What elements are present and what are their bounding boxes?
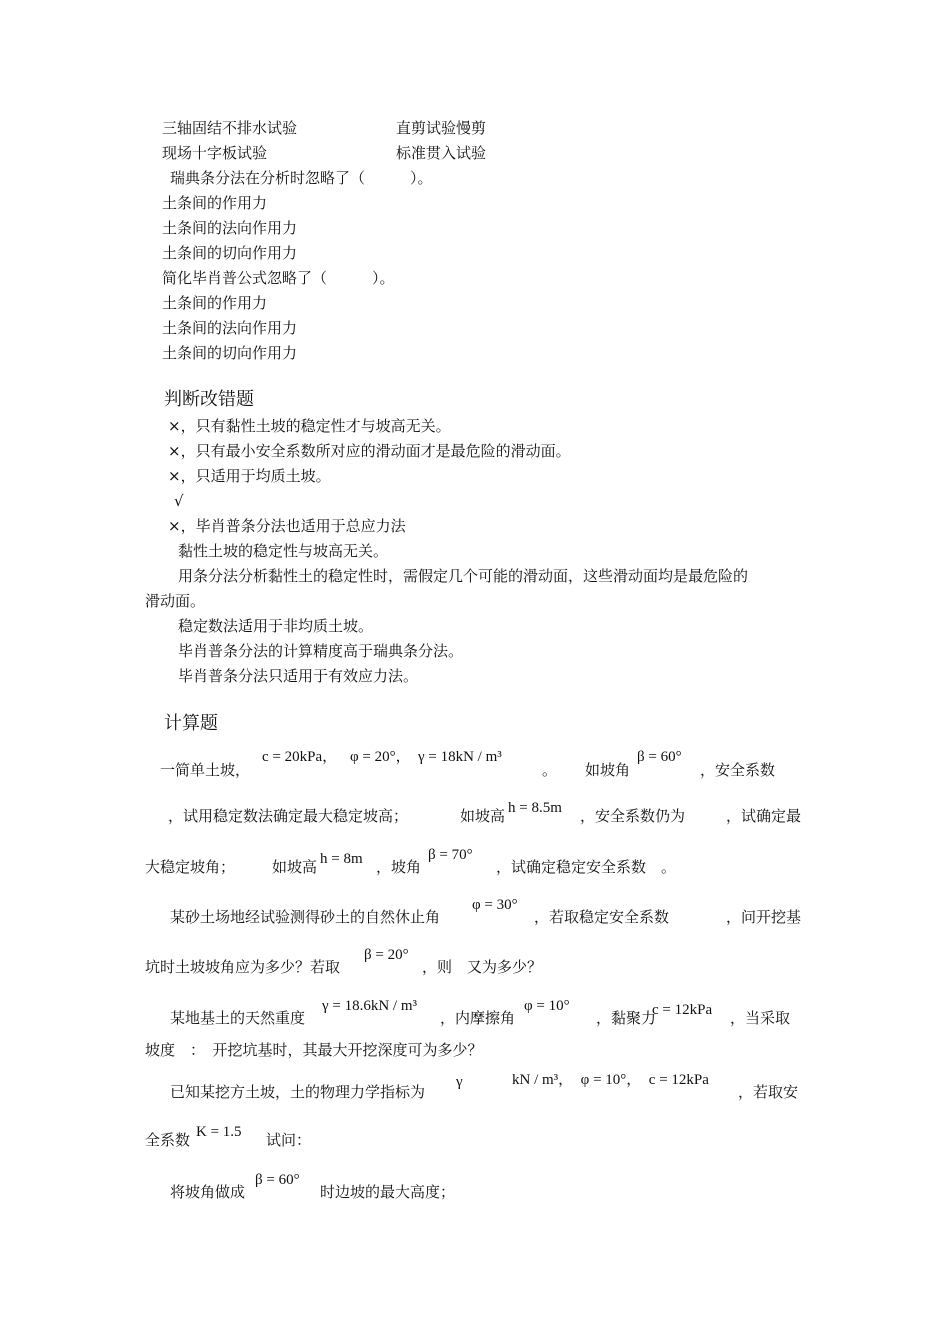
p2-text-1: 某砂土场地经试验测得砂土的自然休止角 <box>170 908 441 926</box>
option-c: 现场十字板试验 <box>162 144 268 162</box>
p4-math-gamma: γ <box>456 1074 463 1090</box>
p1-math-h1: h = 8.5m <box>508 800 562 816</box>
p3-text-1: 某地基土的天然重度 <box>170 1009 306 1027</box>
p4-text-5: 将坡角做成 <box>170 1183 246 1201</box>
p4-text-1: 已知某挖方土坡，土的物理力学指标为 <box>170 1083 426 1101</box>
option-b: 直剪试验慢剪 <box>396 119 487 137</box>
p1-text-8: ，试确定最 <box>726 807 802 825</box>
p1-text-6: 如坡高 <box>460 807 506 825</box>
swedish-option-1: 土条间的作用力 <box>162 194 268 212</box>
p3-math-c: c = 12kPa <box>652 1002 713 1018</box>
bishop-option-1: 土条间的作用力 <box>162 294 268 312</box>
judge-answer-1: ×，只有黏性土坡的稳定性才与坡高无关。 <box>168 417 451 435</box>
judge-statement-1: 黏性土坡的稳定性与坡高无关。 <box>178 542 389 560</box>
question-bishop-stem: 简化毕肖普公式忽略了（ ）。 <box>162 269 395 287</box>
bishop-option-3: 土条间的切向作用力 <box>162 344 298 362</box>
p2-math-beta: β = 20° <box>364 947 409 963</box>
question-swedish-stem: 瑞典条分法在分析时忽略了（ ）。 <box>170 169 433 187</box>
p3-text-4: ，当采取 <box>730 1009 791 1027</box>
p3-math-phi: φ = 10° <box>524 998 570 1014</box>
judge-answer-3: ×，只适用于均质土坡。 <box>168 467 331 485</box>
p3-text-2: ，内摩擦角 <box>440 1009 516 1027</box>
p1-text-2: 。 <box>542 761 558 779</box>
p4-text-3: 全系数 <box>145 1131 191 1149</box>
option-a: 三轴固结不排水试验 <box>162 119 298 137</box>
p2-text-2: ，若取稳定安全系数 <box>534 908 670 926</box>
swedish-option-2: 土条间的法向作用力 <box>162 219 298 237</box>
p4-math-rest: kN / m³， φ = 10°， c = 12kPa <box>512 1072 709 1088</box>
p1-math-beta: β = 60° <box>637 749 682 765</box>
judge-section-title: 判断改错题 <box>164 389 254 410</box>
p1-math-phi: φ = 20°， <box>350 749 411 765</box>
p2-math-phi: φ = 30° <box>472 897 518 913</box>
p4-text-6: 时边坡的最大高度； <box>320 1183 456 1201</box>
p4-math-k: K = 1.5 <box>196 1124 242 1140</box>
p1-math-c: c = 20kPa， <box>262 749 338 765</box>
p2-text-3: ，问开挖基 <box>726 908 802 926</box>
p4-text-2: ，若取安 <box>738 1083 799 1101</box>
judge-statement-4: 毕肖普条分法的计算精度高于瑞典条分法。 <box>178 642 464 660</box>
p1-text-7: ，安全系数仍为 <box>580 807 686 825</box>
judge-statement-2: 用条分法分析黏性土的稳定性时，需假定几个可能的滑动面，这些滑动面均是最危险的 <box>178 567 749 585</box>
swedish-option-3: 土条间的切向作用力 <box>162 244 298 262</box>
p1-text-3: 如坡角 <box>585 761 631 779</box>
p1-text-4: ，安全系数 <box>700 761 776 779</box>
p2-text-5: ，则 又为多少？ <box>422 958 543 976</box>
p3-math-gamma: γ = 18.6kN / m³ <box>322 998 418 1014</box>
judge-answer-4: √ <box>174 492 184 510</box>
p3-text-5: 坡度 ： 开挖坑基时，其最大开挖深度可为多少？ <box>145 1041 483 1059</box>
p1-text-1: 一简单土坡， <box>160 761 251 779</box>
p1-math-beta2: β = 70° <box>428 847 473 863</box>
calc-section-title: 计算题 <box>164 713 218 734</box>
option-d: 标准贯入试验 <box>396 144 487 162</box>
bishop-option-2: 土条间的法向作用力 <box>162 319 298 337</box>
p3-text-3: ，黏聚力 <box>596 1009 657 1027</box>
judge-statement-3: 稳定数法适用于非均质土坡。 <box>178 617 374 635</box>
p2-text-4: 坑时土坡坡角应为多少？若取 <box>145 958 341 976</box>
p1-text-12: ，试确定稳定安全系数 。 <box>496 858 677 876</box>
p4-text-4: 试问： <box>266 1131 312 1149</box>
p1-math-gamma: γ = 18kN / m³ <box>418 749 502 765</box>
p1-math-h2: h = 8m <box>320 851 363 867</box>
p1-text-5: ，试用稳定数法确定最大稳定坡高； <box>168 807 409 825</box>
judge-answer-2: ×，只有最小安全系数所对应的滑动面才是最危险的滑动面。 <box>168 442 571 460</box>
p1-text-10: 如坡高 <box>272 858 318 876</box>
judge-statement-2-cont: 滑动面。 <box>145 592 206 610</box>
judge-statement-5: 毕肖普条分法只适用于有效应力法。 <box>178 667 419 685</box>
p1-text-11: ，坡角 <box>376 858 422 876</box>
judge-answer-5: ×，毕肖普条分法也适用于总应力法 <box>168 517 406 535</box>
p1-text-9: 大稳定坡角； <box>145 858 236 876</box>
p4-math-beta: β = 60° <box>255 1172 300 1188</box>
